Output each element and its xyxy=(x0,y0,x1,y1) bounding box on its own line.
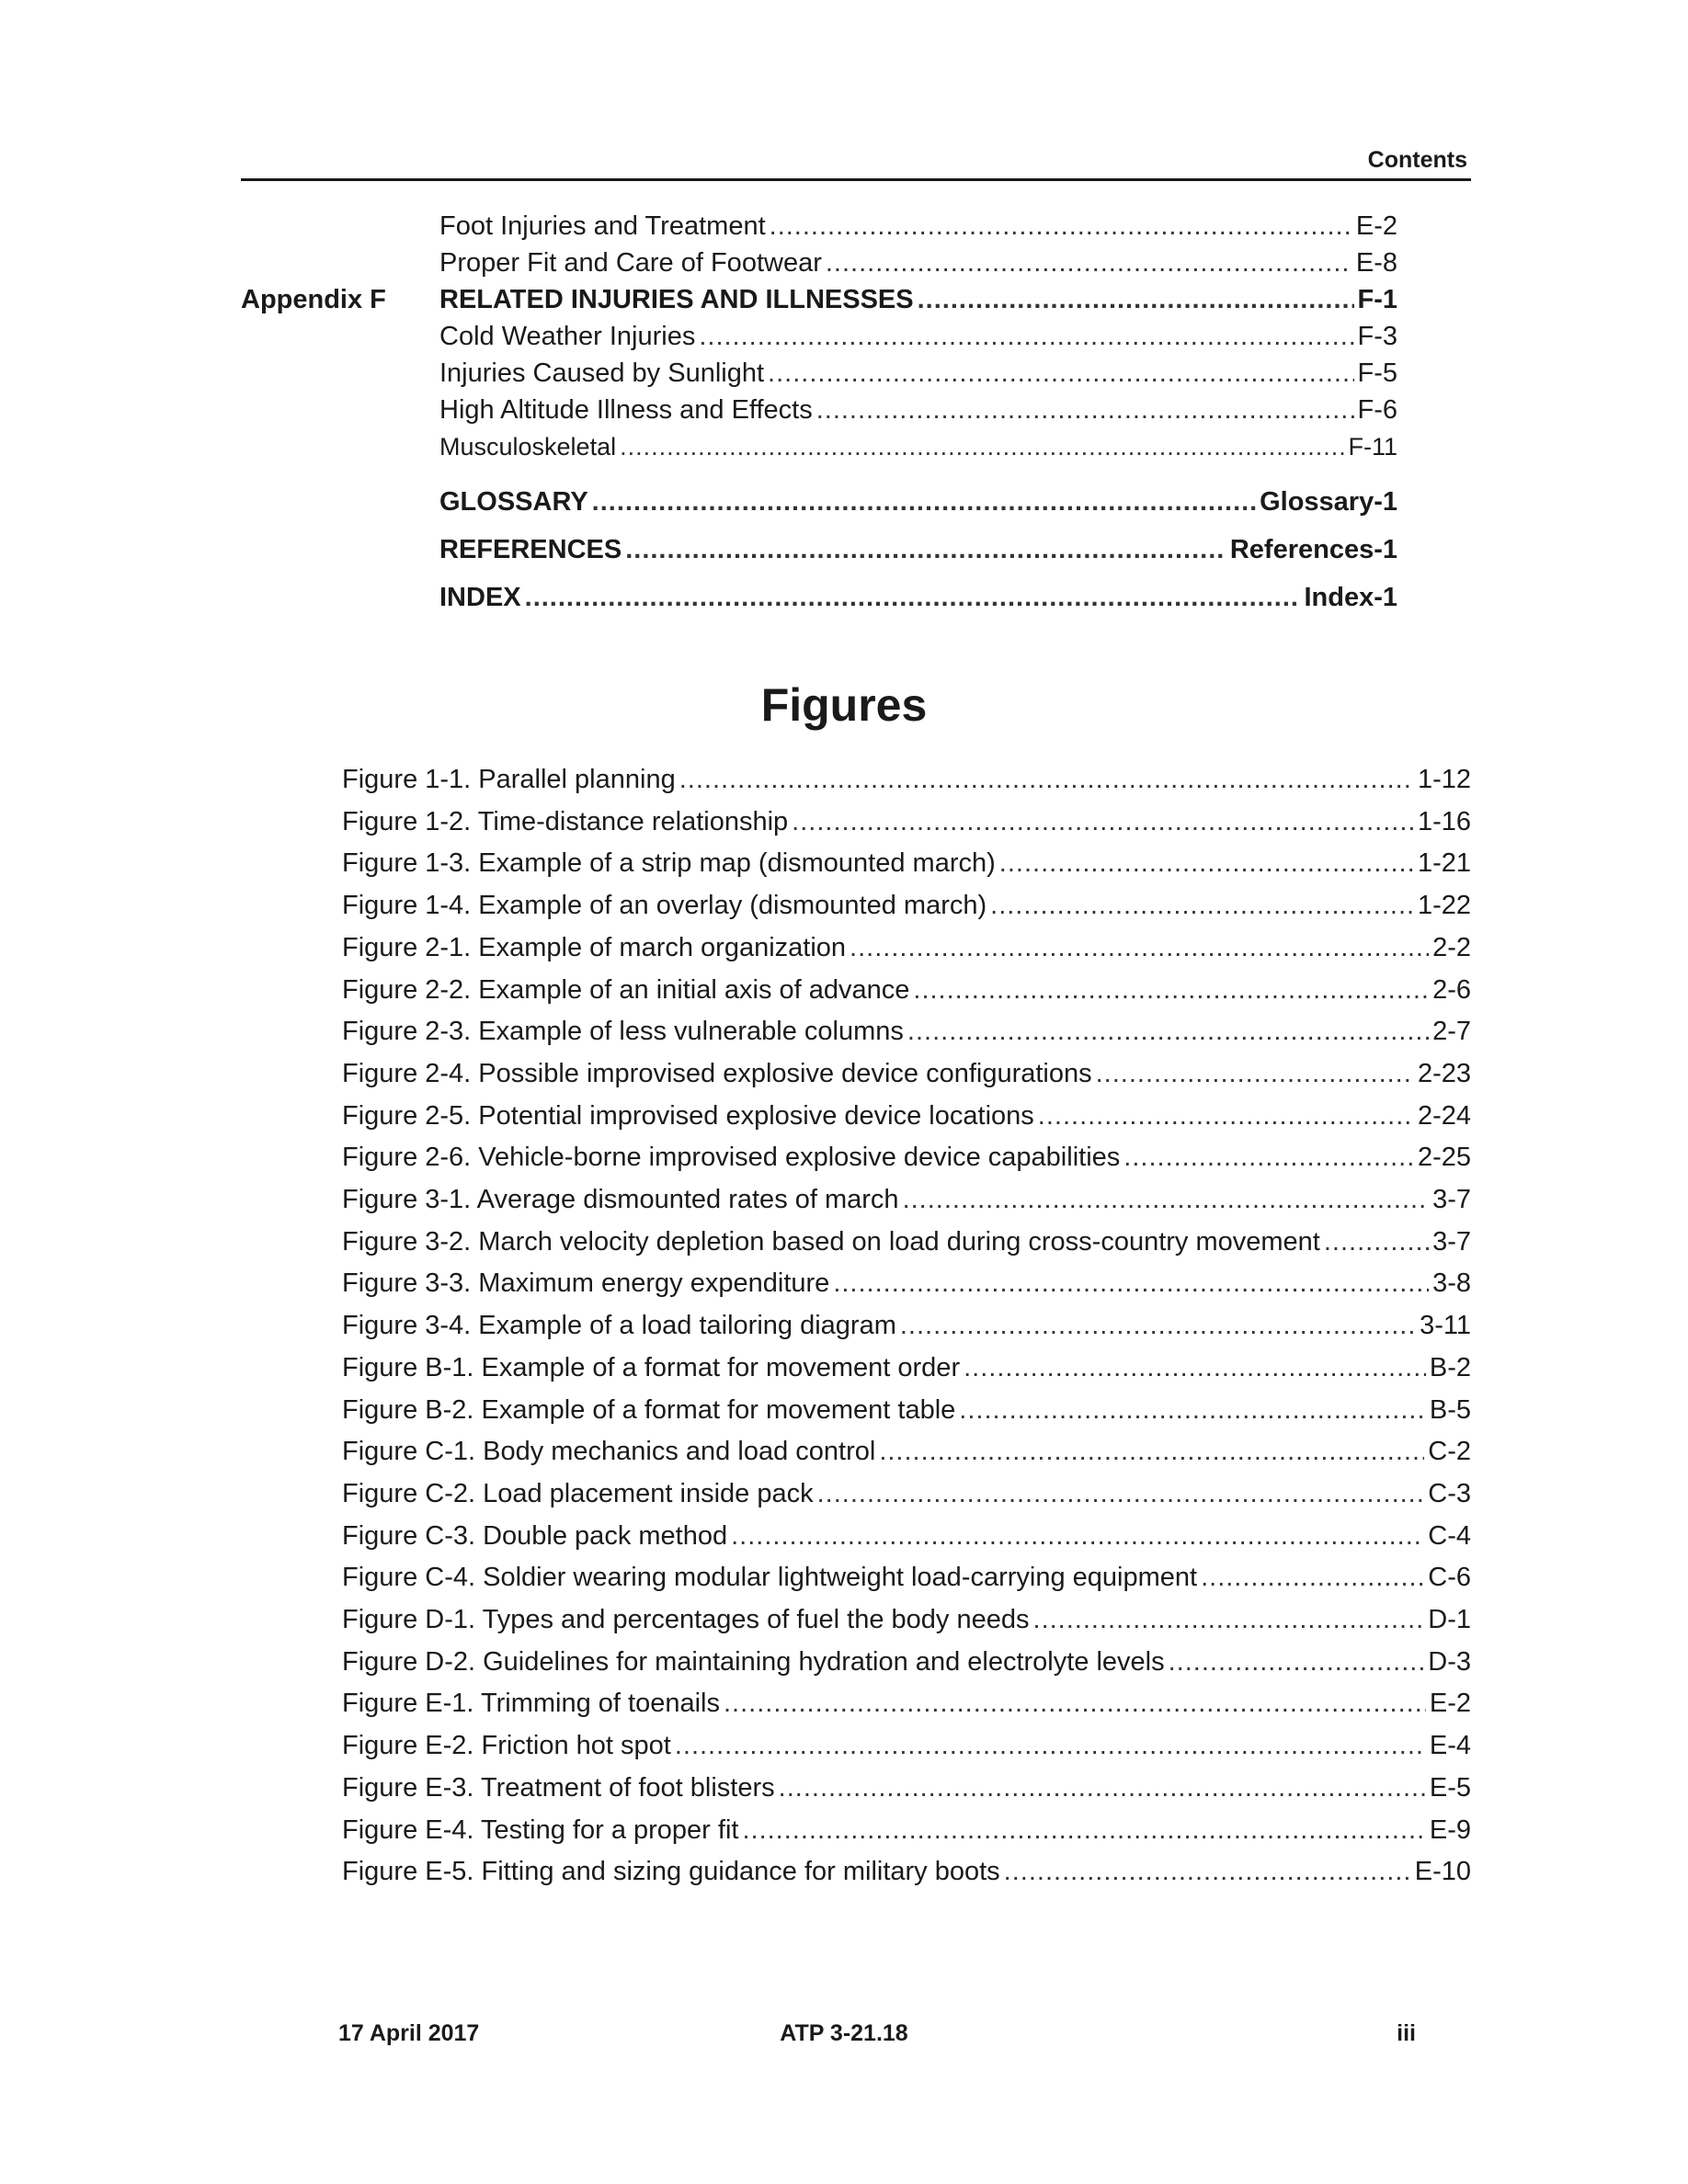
figure-entry-page: 2-2 xyxy=(1432,932,1471,962)
figure-entry-page: 1-22 xyxy=(1417,891,1471,921)
figure-entry-page: 2-7 xyxy=(1432,1017,1471,1047)
dot-leader xyxy=(850,927,1429,970)
figure-entry-page: 2-6 xyxy=(1432,974,1471,1005)
figure-entry-page: B-5 xyxy=(1429,1394,1471,1425)
contents-entry-title: GLOSSARY xyxy=(439,487,588,517)
contents-entry-page: References-1 xyxy=(1229,535,1397,564)
figure-entry[interactable] xyxy=(342,927,1471,970)
figure-entry-title: Figure 3-4. Example of a load tailoring diagram xyxy=(342,1311,896,1341)
dot-leader xyxy=(742,1810,1425,1852)
figure-entry-title: Figure 3-1. Average dismounted rates of march xyxy=(342,1185,899,1215)
contents-entry-title: Proper Fit and Care of Footwear xyxy=(439,248,822,278)
contents-entry-title: INDEX xyxy=(439,583,521,612)
figure-entry-title: Figure 2-2. Example of an initial axis of advance xyxy=(342,974,910,1005)
figure-entry[interactable] xyxy=(342,1096,1471,1138)
dot-leader xyxy=(779,1768,1426,1810)
figure-entry-title: Figure 2-4. Possible improvised explosive device configurations xyxy=(342,1058,1092,1088)
dot-leader xyxy=(918,281,1354,318)
contents-entry[interactable] xyxy=(241,478,1397,526)
figure-entry-page: D-3 xyxy=(1428,1646,1471,1677)
header-rule xyxy=(241,178,1471,181)
dot-leader xyxy=(768,355,1353,392)
dot-leader xyxy=(1004,1851,1411,1894)
figure-entry-page: 3-8 xyxy=(1432,1268,1471,1299)
contents-entry[interactable] xyxy=(241,392,1397,428)
dot-leader xyxy=(959,1390,1426,1432)
dot-leader xyxy=(724,1683,1426,1725)
dot-leader xyxy=(999,843,1414,885)
contents-entry-title: Injuries Caused by Sunlight xyxy=(439,358,765,388)
contents-entry[interactable] xyxy=(241,245,1397,281)
figure-entry[interactable] xyxy=(342,802,1471,844)
figure-entry[interactable] xyxy=(342,1222,1471,1264)
figure-entry-page: E-9 xyxy=(1429,1814,1471,1845)
dot-leader xyxy=(792,802,1414,844)
figure-entry-title: Figure 1-3. Example of a strip map (dismounted march) xyxy=(342,848,996,879)
figure-entry-page: B-2 xyxy=(1429,1352,1471,1382)
figure-entry-title: Figure E-2. Friction hot spot xyxy=(342,1731,671,1761)
dot-leader xyxy=(1096,1053,1414,1096)
figure-entry-title: Figure 3-2. March velocity depletion based on load during cross-country movement xyxy=(342,1226,1320,1257)
figure-entry[interactable] xyxy=(342,759,1471,802)
contents-entry-title: Foot Injuries and Treatment xyxy=(439,211,766,241)
dot-leader xyxy=(525,574,1301,621)
figure-entry-page: 3-7 xyxy=(1432,1226,1471,1257)
figure-entry-title: Figure 1-2. Time-distance relationship xyxy=(342,806,789,836)
figure-entry-title: Figure D-2. Guidelines for maintaining hydration and electrolyte levels xyxy=(342,1646,1165,1677)
figure-entry-page: 1-12 xyxy=(1417,765,1471,794)
figure-entry[interactable] xyxy=(342,970,1471,1012)
contents-entry-page: E-8 xyxy=(1355,248,1397,278)
contents-entry-page: F-5 xyxy=(1357,358,1397,388)
figure-entry[interactable] xyxy=(342,1473,1471,1516)
contents-entry-page: F-3 xyxy=(1357,322,1397,351)
contents-entry-title: Musculoskeletal xyxy=(439,433,617,461)
dot-leader xyxy=(833,1263,1429,1305)
figure-entry-title: Figure 1-4. Example of an overlay (dismounted march) xyxy=(342,891,987,921)
contents-entry-page: F-1 xyxy=(1357,285,1397,314)
figure-entry-page: C-4 xyxy=(1428,1520,1471,1551)
footer-date: 17 April 2017 xyxy=(338,2020,480,2046)
figure-entry-title: Figure 2-3. Example of less vulnerable columns xyxy=(342,1017,904,1047)
figure-entry[interactable] xyxy=(342,1431,1471,1473)
figure-entry-page: E-4 xyxy=(1429,1731,1471,1761)
figure-entry-title: Figure C-3. Double pack method xyxy=(342,1520,728,1551)
contents-entry[interactable] xyxy=(241,574,1397,621)
contents-entry-title: REFERENCES xyxy=(439,535,622,564)
contents-entry[interactable] xyxy=(241,428,1397,465)
contents-entry-page: F-11 xyxy=(1348,433,1397,461)
figure-entry-page: 1-21 xyxy=(1417,848,1471,879)
figure-entry-page: E-2 xyxy=(1429,1689,1471,1719)
figure-entry[interactable] xyxy=(342,1263,1471,1305)
contents-entry[interactable] xyxy=(241,281,1397,318)
figures-list xyxy=(342,759,1471,1894)
contents-entry[interactable] xyxy=(241,318,1397,355)
dot-leader xyxy=(1201,1557,1424,1599)
figure-entry[interactable] xyxy=(342,1516,1471,1558)
figure-entry-title: Figure 1-1. Parallel planning xyxy=(342,765,676,794)
figure-entry[interactable] xyxy=(342,1053,1471,1096)
figure-entry[interactable] xyxy=(342,1390,1471,1432)
dot-leader xyxy=(990,885,1414,927)
contents-entry[interactable] xyxy=(241,355,1397,392)
dot-leader xyxy=(879,1431,1424,1473)
dot-leader xyxy=(913,970,1429,1012)
figures-heading: Figures xyxy=(760,679,928,731)
figure-entry-page: E-5 xyxy=(1429,1772,1471,1803)
figure-entry[interactable] xyxy=(342,1011,1471,1053)
figure-entry[interactable] xyxy=(342,1557,1471,1599)
contents-entry-page: Glossary-1 xyxy=(1260,487,1397,517)
figure-entry-page: 2-23 xyxy=(1417,1058,1471,1088)
contents-entry-title: RELATED INJURIES AND ILLNESSES xyxy=(439,285,914,314)
figure-entry[interactable] xyxy=(342,1851,1471,1894)
figure-entry-title: Figure E-3. Treatment of foot blisters xyxy=(342,1772,775,1803)
header-section-label: Contents xyxy=(1367,147,1467,173)
figure-entry-title: Figure 3-3. Maximum energy expenditure xyxy=(342,1268,830,1299)
figure-entry-title: Figure C-1. Body mechanics and load control xyxy=(342,1437,876,1467)
figure-entry-page: 2-24 xyxy=(1417,1100,1471,1131)
figure-entry[interactable] xyxy=(342,1810,1471,1852)
figure-entry-page: 2-25 xyxy=(1417,1143,1471,1173)
contents-entry-title: Cold Weather Injuries xyxy=(439,322,696,351)
figure-entry-title: Figure E-1. Trimming of toenails xyxy=(342,1689,720,1719)
dot-leader xyxy=(816,392,1354,428)
dot-leader xyxy=(679,759,1414,802)
figure-entry-title: Figure 2-6. Vehicle-borne improvised explosive device capabilities xyxy=(342,1143,1121,1173)
dot-leader xyxy=(625,526,1226,574)
figure-entry-title: Figure D-1. Types and percentages of fuel the body needs xyxy=(342,1605,1030,1635)
figure-entry[interactable] xyxy=(342,1642,1471,1684)
dot-leader xyxy=(620,428,1344,465)
dot-leader xyxy=(1123,1137,1414,1179)
dot-leader xyxy=(770,208,1352,245)
contents-entry-page: Index-1 xyxy=(1304,583,1397,612)
dot-leader xyxy=(675,1725,1426,1768)
contents-entry-prefix: Appendix F xyxy=(241,285,386,314)
dot-leader xyxy=(592,478,1256,526)
dot-leader xyxy=(907,1011,1429,1053)
figure-entry-title: Figure 2-1. Example of march organization xyxy=(342,932,847,962)
dot-leader xyxy=(900,1305,1416,1348)
figure-entry-page: 3-7 xyxy=(1432,1185,1471,1215)
figure-entry-title: Figure E-4. Testing for a proper fit xyxy=(342,1814,739,1845)
figure-entry[interactable] xyxy=(342,1725,1471,1768)
figure-entry-page: C-2 xyxy=(1428,1437,1471,1467)
figure-entry[interactable] xyxy=(342,1179,1471,1222)
figure-entry[interactable] xyxy=(342,1768,1471,1810)
dot-leader xyxy=(826,245,1352,281)
figure-entry-page: C-6 xyxy=(1428,1563,1471,1593)
figure-entry-page: C-3 xyxy=(1428,1478,1471,1508)
figure-entry-title: Figure C-4. Soldier wearing modular lightweight load-carrying equipment xyxy=(342,1563,1198,1593)
figure-entry-page: 1-16 xyxy=(1417,806,1471,836)
contents-list xyxy=(241,208,1397,621)
figure-entry-title: Figure 2-5. Potential improvised explosive device locations xyxy=(342,1100,1034,1131)
figure-entry[interactable] xyxy=(342,1683,1471,1725)
contents-entry-page: F-6 xyxy=(1357,395,1397,425)
dot-leader xyxy=(731,1516,1424,1558)
figure-entry-title: Figure E-5. Fitting and sizing guidance for military boots xyxy=(342,1857,1000,1887)
figure-entry-title: Figure C-2. Load placement inside pack xyxy=(342,1478,814,1508)
dot-leader xyxy=(1324,1222,1429,1264)
figure-entry-page: E-10 xyxy=(1414,1857,1471,1887)
dot-leader xyxy=(817,1473,1425,1516)
figure-entry-page: D-1 xyxy=(1428,1605,1471,1635)
figure-entry-title: Figure B-1. Example of a format for movement order xyxy=(342,1352,961,1382)
dot-leader xyxy=(699,318,1353,355)
dot-leader xyxy=(903,1179,1430,1222)
dot-leader xyxy=(1169,1642,1425,1684)
figure-entry[interactable] xyxy=(342,843,1471,885)
figure-entry[interactable] xyxy=(342,885,1471,927)
dot-leader xyxy=(1033,1599,1425,1642)
contents-entry[interactable] xyxy=(241,208,1397,245)
footer-page-number: iii xyxy=(1397,2020,1416,2046)
footer-publication: ATP 3-21.18 xyxy=(780,2020,908,2046)
figure-entry[interactable] xyxy=(342,1348,1471,1390)
figure-entry-page: 3-11 xyxy=(1420,1311,1471,1341)
dot-leader xyxy=(964,1348,1426,1390)
figure-entry-title: Figure B-2. Example of a format for movement table xyxy=(342,1394,956,1425)
dot-leader xyxy=(1038,1096,1414,1138)
figure-entry[interactable] xyxy=(342,1599,1471,1642)
contents-entry-page: E-2 xyxy=(1355,211,1397,241)
figure-entry[interactable] xyxy=(342,1137,1471,1179)
contents-entry-title: High Altitude Illness and Effects xyxy=(439,395,813,425)
contents-entry[interactable] xyxy=(241,526,1397,574)
figure-entry[interactable] xyxy=(342,1305,1471,1348)
